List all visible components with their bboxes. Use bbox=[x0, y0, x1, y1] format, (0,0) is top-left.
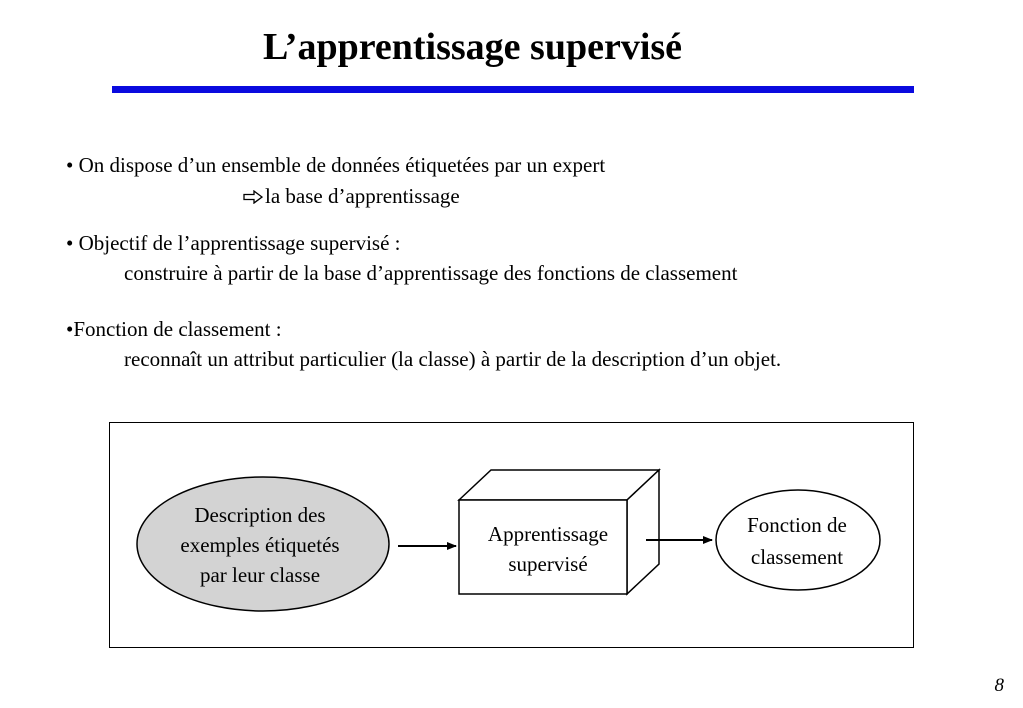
bullet-1-sub-label: la base d’apprentissage bbox=[265, 184, 460, 208]
bullet-2-sub: construire à partir de la base d’apprentissage des fonctions de classement bbox=[124, 261, 738, 285]
page-number: 8 bbox=[994, 675, 1004, 696]
process-label-line: Apprentissage bbox=[487, 522, 609, 546]
bullet-2-text: • Objectif de l’apprentissage supervisé : bbox=[66, 231, 401, 255]
bullet-3-text: •Fonction de classement : bbox=[66, 317, 282, 341]
input-label bbox=[142, 500, 378, 590]
input-label-line: Description des bbox=[194, 503, 326, 527]
bullet-1-text: • On dispose d’un ensemble de données étiquetées par un expert bbox=[66, 153, 606, 177]
input-label-line: exemples étiquetés bbox=[180, 533, 340, 557]
input-label-line: par leur classe bbox=[199, 563, 321, 587]
output-label bbox=[722, 509, 872, 573]
bullet-3-sub: reconnaît un attribut particulier (la classe) à partir de la description d’un objet. bbox=[124, 347, 782, 371]
process-label bbox=[462, 519, 634, 579]
process-label-line: supervisé bbox=[508, 552, 588, 576]
output-label-line: Fonction de bbox=[747, 513, 847, 537]
slide-title: L’apprentissage supervisé bbox=[262, 26, 683, 68]
output-label-line: classement bbox=[750, 545, 844, 569]
